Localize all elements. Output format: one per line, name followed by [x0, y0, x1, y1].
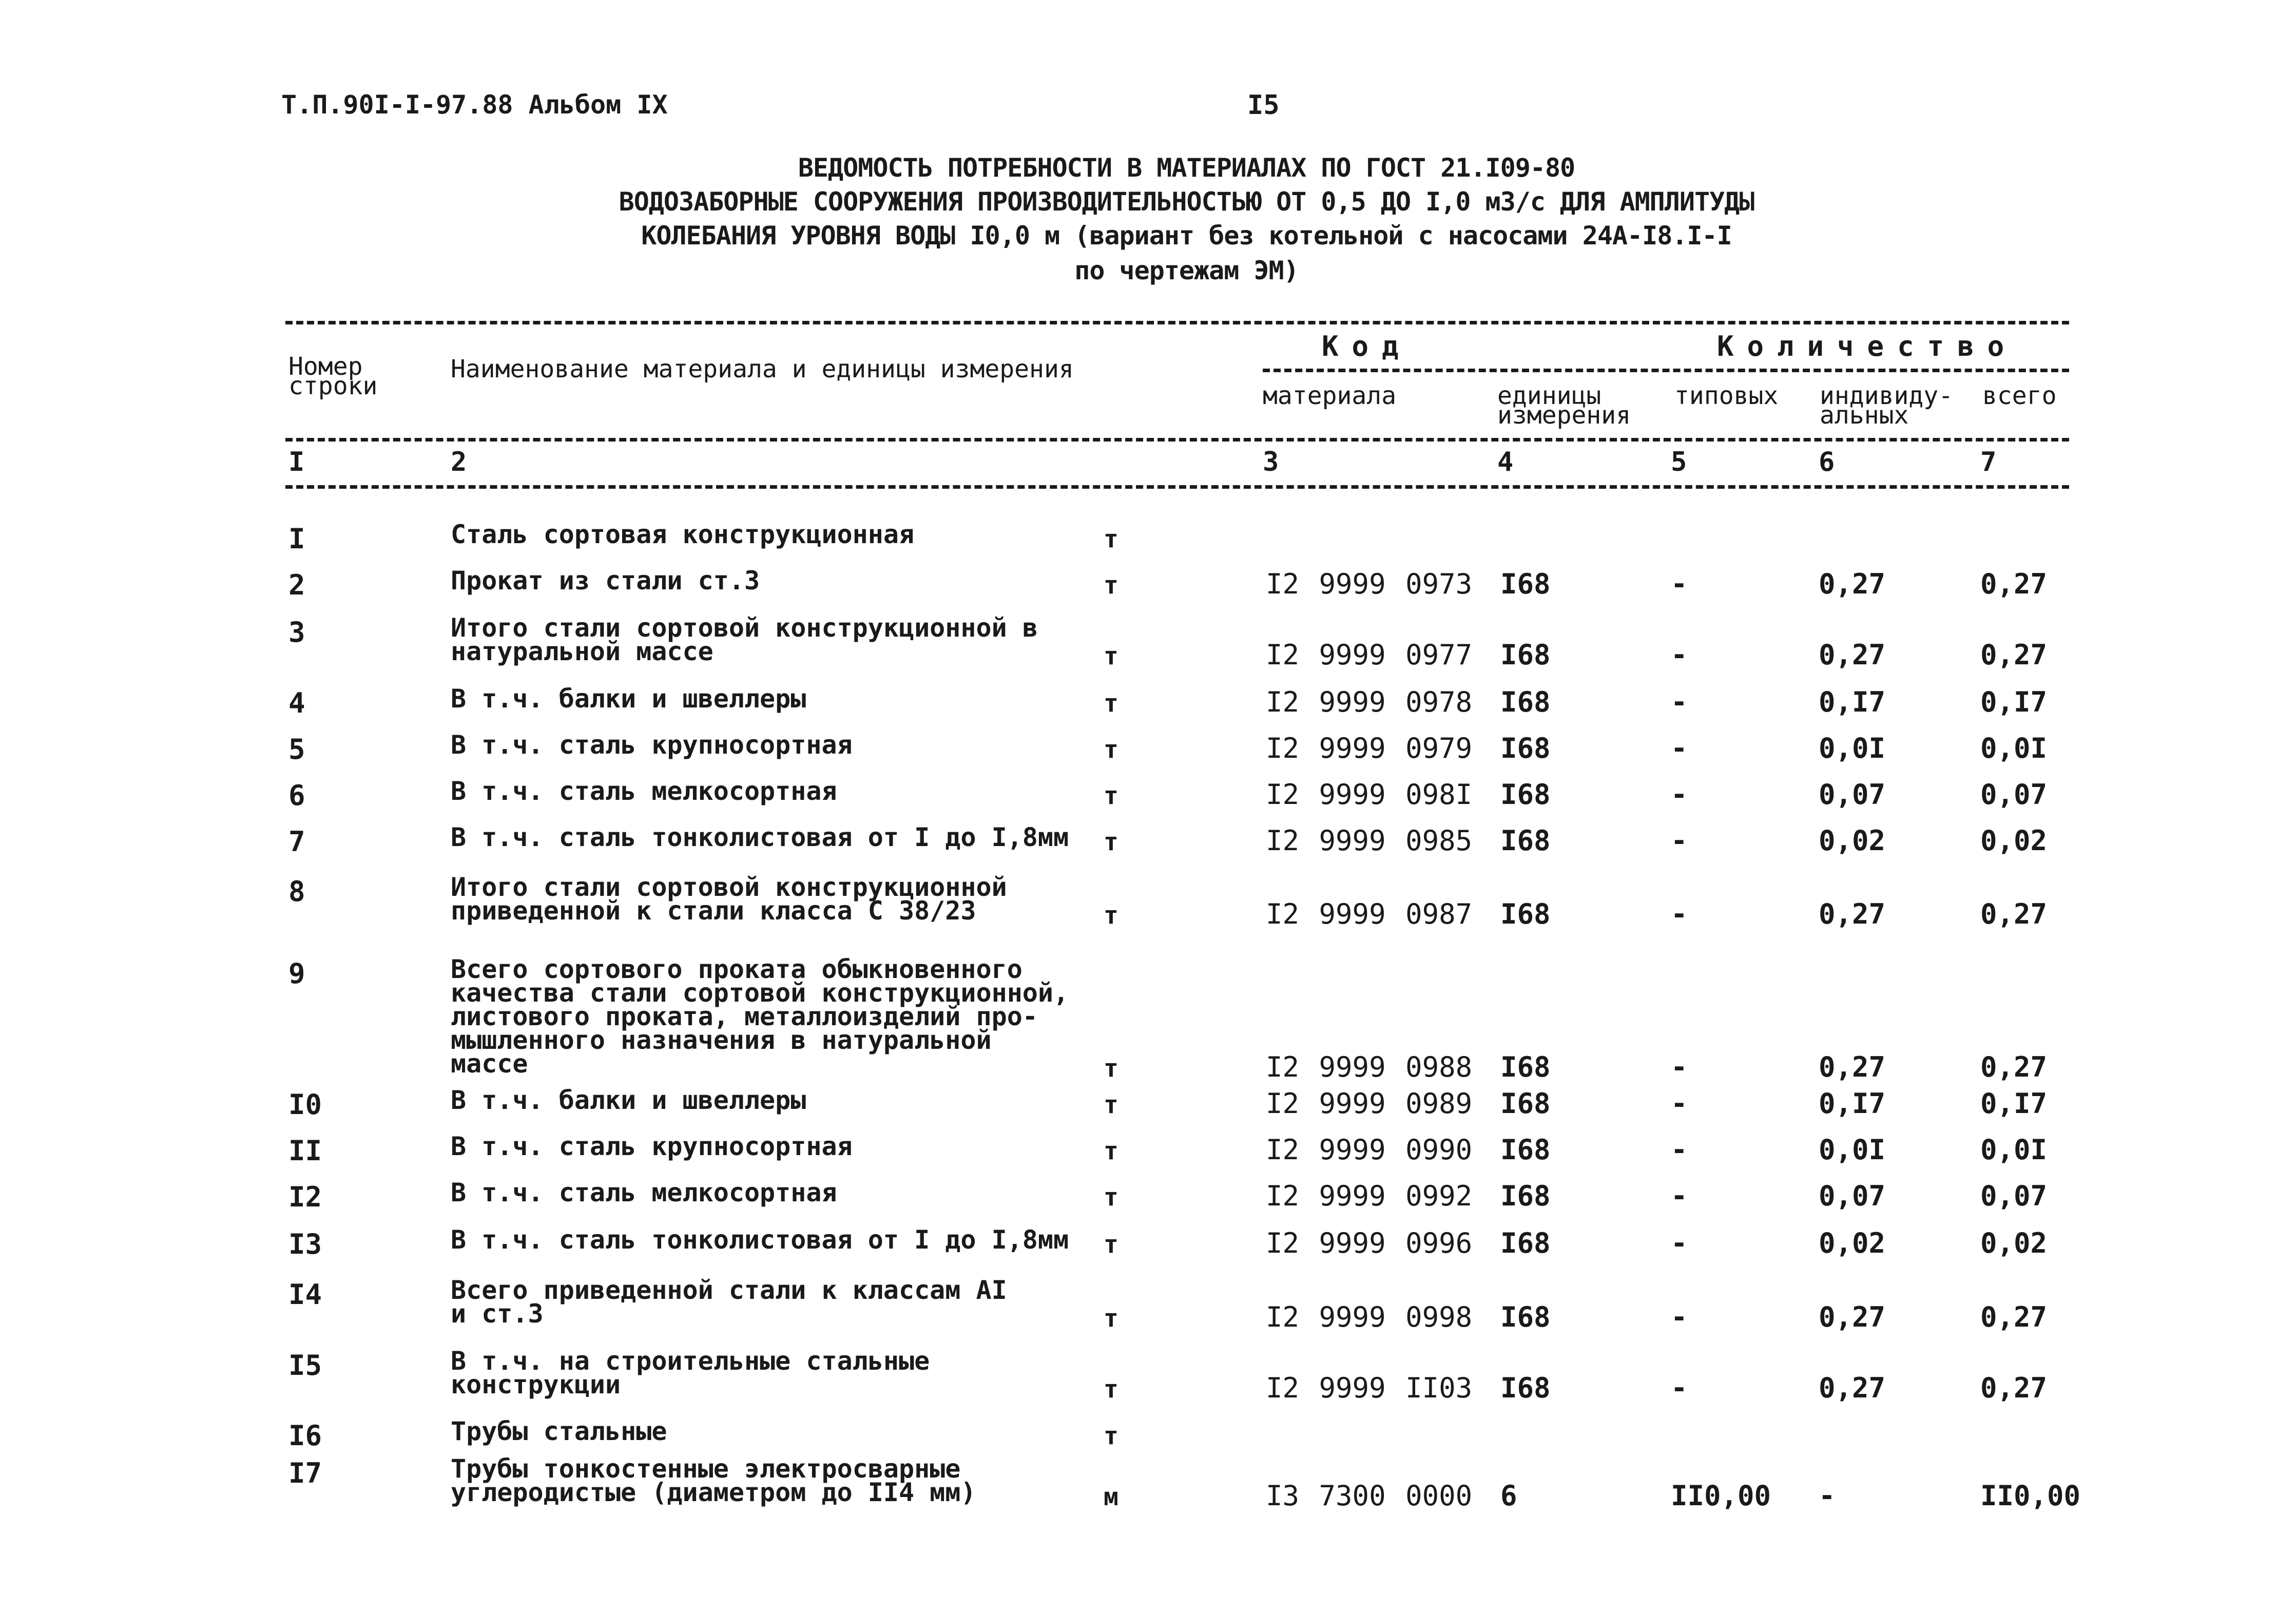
- row-number: II: [288, 1135, 322, 1167]
- qty-total: 0,27: [1980, 1372, 2048, 1404]
- qty-individual: -: [1819, 1480, 1836, 1512]
- material-code: I2 9999 0988: [1266, 1051, 1473, 1083]
- header-qty-typical: типовых: [1674, 381, 1779, 410]
- qty-total: 0,0I: [1980, 1134, 2048, 1166]
- unit-code: I68: [1500, 1227, 1551, 1259]
- row-number: I0: [288, 1088, 322, 1121]
- col-number-5: 5: [1671, 447, 1687, 477]
- row-number: 6: [288, 779, 305, 812]
- header-rule-mid: [1263, 369, 2069, 372]
- material-code: I2 9999 II03: [1266, 1372, 1473, 1404]
- material-code: I2 9999 098I: [1266, 778, 1473, 811]
- material-name: В т.ч. сталь тонколистовая от I до I,8мм: [451, 1225, 1069, 1255]
- col-number-4: 4: [1497, 447, 1514, 477]
- row-number: 7: [288, 826, 305, 858]
- unit: т: [1104, 1230, 1118, 1259]
- qty-typical: -: [1671, 568, 1688, 600]
- material-code: I2 9999 0985: [1266, 824, 1473, 857]
- unit: т: [1104, 1090, 1118, 1119]
- col-number-2: 2: [451, 447, 467, 477]
- material-code: I2 9999 0989: [1266, 1087, 1473, 1120]
- material-code: I2 9999 0998: [1266, 1301, 1473, 1333]
- material-name: В т.ч. балки и швеллеры: [451, 1085, 806, 1115]
- unit-code: I68: [1500, 1051, 1551, 1083]
- unit-code: I68: [1500, 568, 1551, 600]
- document-code: Т.П.90I-I-97.88 Альбом IX: [281, 90, 668, 120]
- qty-total: 0,02: [1980, 1227, 2048, 1259]
- unit: т: [1104, 689, 1118, 718]
- qty-total: 0,27: [1980, 639, 2048, 671]
- qty-total: 0,27: [1980, 1301, 2048, 1333]
- unit: т: [1104, 781, 1118, 810]
- unit: т: [1104, 642, 1118, 670]
- unit-code: I68: [1500, 824, 1551, 857]
- unit: т: [1104, 828, 1118, 856]
- unit-code: I68: [1500, 1180, 1551, 1212]
- qty-individual: 0,27: [1819, 1051, 1886, 1083]
- qty-individual: 0,27: [1819, 568, 1886, 600]
- header-rule-colnums-bottom: [285, 485, 2069, 489]
- qty-individual: 0,07: [1819, 778, 1886, 811]
- qty-typical: -: [1671, 732, 1688, 764]
- qty-typical: -: [1671, 1227, 1688, 1259]
- qty-individual: 0,27: [1819, 898, 1886, 930]
- row-number: I: [288, 523, 305, 555]
- material-name: В т.ч. сталь тонколистовая от I до I,8мм: [451, 822, 1069, 852]
- header-code-unit: единицы измерения: [1497, 381, 1631, 430]
- unit-code: I68: [1500, 778, 1551, 811]
- material-name: Итого стали сортовой конструкционной в натуральной массе: [451, 613, 1038, 666]
- material-code: I2 9999 0973: [1266, 568, 1473, 600]
- col-number-7: 7: [1980, 447, 1997, 477]
- qty-total: 0,27: [1980, 1051, 2048, 1083]
- row-number: I4: [288, 1278, 322, 1311]
- material-name: Всего сортового проката обыкновенного качества стали сортовой конструкционной, листового проката, металлоизделий про- мышленного назначения в натуральной массе: [451, 954, 1069, 1079]
- unit: т: [1104, 901, 1118, 930]
- material-code: I2 9999 0978: [1266, 686, 1473, 718]
- row-number: I5: [288, 1349, 322, 1382]
- unit: т: [1104, 1054, 1118, 1083]
- unit: т: [1104, 571, 1118, 600]
- unit-code: I68: [1500, 686, 1551, 718]
- row-number: 5: [288, 733, 305, 765]
- material-code: I2 9999 0990: [1266, 1134, 1473, 1166]
- material-code: I2 9999 0987: [1266, 898, 1473, 930]
- col-number-6: 6: [1819, 447, 1835, 477]
- unit-code: I68: [1500, 898, 1551, 930]
- unit-code: I68: [1500, 1087, 1551, 1120]
- qty-individual: 0,02: [1819, 1227, 1886, 1259]
- unit: т: [1104, 1375, 1118, 1404]
- title-line-3: КОЛЕБАНИЯ УРОВНЯ ВОДЫ I0,0 м (вариант без котельной с насосами 24А-I8.I-I: [641, 221, 1732, 251]
- col-number-1: I: [288, 447, 305, 477]
- material-name: В т.ч. сталь крупносортная: [451, 730, 853, 760]
- qty-typical: -: [1671, 686, 1688, 718]
- row-number: 9: [288, 957, 305, 990]
- title-line-1: ВЕДОМОСТЬ ПОТРЕБНОСТИ В МАТЕРИАЛАХ ПО ГОСТ 21.I09-80: [798, 153, 1575, 183]
- unit-code: 6: [1500, 1480, 1517, 1512]
- qty-typical: -: [1671, 1087, 1688, 1120]
- unit: т: [1104, 525, 1118, 553]
- material-code: I2 9999 0996: [1266, 1227, 1473, 1259]
- header-code-material: материала: [1263, 381, 1397, 410]
- row-number: 4: [288, 687, 305, 719]
- qty-typical: -: [1671, 639, 1688, 671]
- qty-typical: -: [1671, 898, 1688, 930]
- row-number: 2: [288, 569, 305, 601]
- unit-code: I68: [1500, 732, 1551, 764]
- row-number: 8: [288, 875, 305, 908]
- qty-total: 0,27: [1980, 898, 2048, 930]
- row-number: I2: [288, 1181, 322, 1213]
- material-name: Итого стали сортовой конструкционной приведенной к стали класса С 38/23: [451, 872, 1007, 926]
- unit-code: I68: [1500, 1134, 1551, 1166]
- material-name: В т.ч. сталь мелкосортная: [451, 1178, 837, 1207]
- qty-typical: -: [1671, 1301, 1688, 1333]
- row-number: 3: [288, 616, 305, 648]
- unit: т: [1104, 1304, 1118, 1333]
- qty-total: 0,27: [1980, 568, 2048, 600]
- qty-individual: 0,07: [1819, 1180, 1886, 1212]
- row-number: I7: [288, 1457, 322, 1489]
- qty-individual: 0,0I: [1819, 732, 1886, 764]
- header-quantity-group: Количество: [1717, 330, 2018, 362]
- qty-individual: 0,02: [1819, 824, 1886, 857]
- qty-individual: 0,I7: [1819, 686, 1886, 718]
- material-name: В т.ч. балки и швеллеры: [451, 684, 806, 714]
- qty-total: 0,07: [1980, 1180, 2048, 1212]
- material-name: Сталь сортовая конструкционная: [451, 520, 915, 549]
- qty-total: 0,0I: [1980, 732, 2048, 764]
- qty-typical: II0,00: [1671, 1480, 1771, 1512]
- header-rule-colnums-top: [285, 438, 2069, 442]
- qty-total: 0,I7: [1980, 1087, 2048, 1120]
- title-line-2: ВОДОЗАБОРНЫЕ СООРУЖЕНИЯ ПРОИЗВОДИТЕЛЬНОСТЬЮ ОТ 0,5 ДО I,0 м3/с ДЛЯ АМПЛИТУДЫ: [619, 187, 1754, 217]
- header-qty-total: всего: [1982, 381, 2057, 410]
- qty-total: 0,07: [1980, 778, 2048, 811]
- material-name: Трубы стальные: [451, 1416, 667, 1446]
- material-name: Прокат из стали ст.3: [451, 566, 760, 596]
- material-name: Трубы тонкостенные электросварные углеродистые (диаметром до II4 мм): [451, 1454, 976, 1507]
- qty-individual: 0,I7: [1819, 1087, 1886, 1120]
- unit-code: I68: [1500, 1372, 1551, 1404]
- material-code: I2 9999 0977: [1266, 639, 1473, 671]
- unit-code: I68: [1500, 1301, 1551, 1333]
- unit: т: [1104, 1137, 1118, 1165]
- title-line-4: по чертежам ЭМ): [1074, 256, 1299, 285]
- qty-typical: -: [1671, 1134, 1688, 1166]
- material-name: В т.ч. сталь крупносортная: [451, 1131, 853, 1161]
- row-number: I6: [288, 1420, 322, 1452]
- material-name: В т.ч. на строительные стальные конструкции: [451, 1346, 930, 1399]
- qty-total: II0,00: [1980, 1480, 2081, 1512]
- header-rule-top: [285, 321, 2069, 324]
- qty-individual: 0,27: [1819, 639, 1886, 671]
- col-number-3: 3: [1263, 447, 1279, 477]
- unit-code: I68: [1500, 639, 1551, 671]
- qty-typical: -: [1671, 824, 1688, 857]
- header-row-number: Номер строки: [288, 352, 378, 400]
- page-number: I5: [1247, 90, 1280, 121]
- qty-total: 0,02: [1980, 824, 2048, 857]
- unit: т: [1104, 1183, 1118, 1212]
- qty-individual: 0,27: [1819, 1301, 1886, 1333]
- header-qty-individual: индивиду- альных: [1820, 381, 1954, 430]
- qty-typical: -: [1671, 1180, 1688, 1212]
- material-code: I2 9999 0979: [1266, 732, 1473, 764]
- qty-typical: -: [1671, 1372, 1688, 1404]
- qty-typical: -: [1671, 1051, 1688, 1083]
- qty-typical: -: [1671, 778, 1688, 811]
- material-code: I3 7300 0000: [1266, 1480, 1473, 1512]
- material-code: I2 9999 0992: [1266, 1180, 1473, 1212]
- material-name: В т.ч. сталь мелкосортная: [451, 776, 837, 806]
- header-name: Наименование материала и единицы измерения: [451, 355, 1074, 383]
- header-code-group: Код: [1322, 330, 1412, 362]
- qty-individual: 0,0I: [1819, 1134, 1886, 1166]
- qty-individual: 0,27: [1819, 1372, 1886, 1404]
- unit: т: [1104, 1422, 1118, 1450]
- unit: м: [1104, 1483, 1118, 1511]
- qty-total: 0,I7: [1980, 686, 2048, 718]
- unit: т: [1104, 735, 1118, 764]
- row-number: I3: [288, 1228, 322, 1260]
- material-name: Всего приведенной стали к классам АI и ст.3: [451, 1275, 1007, 1329]
